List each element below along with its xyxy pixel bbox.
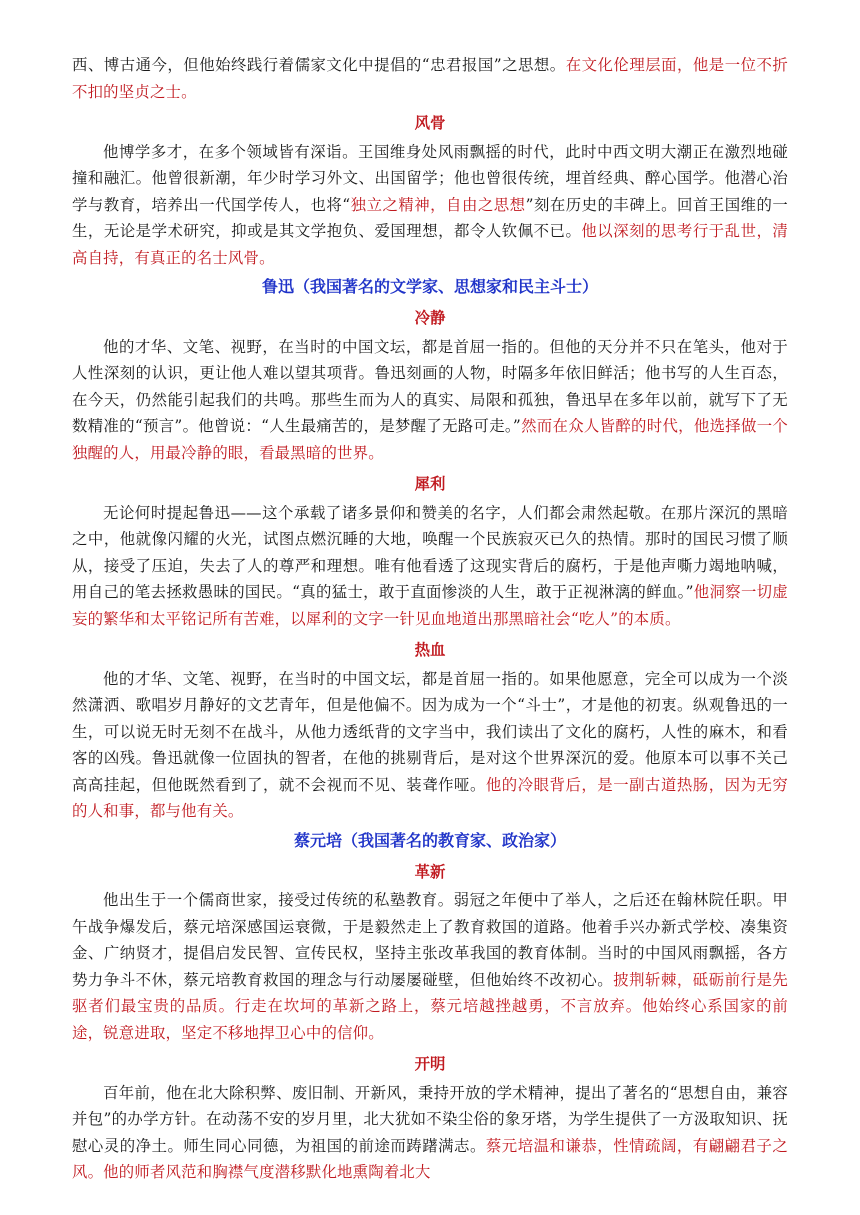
xili-highlight: 他洞察一切虚妄的繁华和太平铭记所有苦难，以犀利的文字一针见血地道出那黑暗社会“吃人”的本质。 [72,583,788,628]
subheading-rexue: 热血 [414,641,446,659]
heading-luxun: 鲁迅（我国著名的文学家、思想家和民主斗士） [261,277,598,296]
lengjing-text: 他的才华、文笔、视野，在当时的中国文坛，都是首屈一指的。但他的天分并不只在笔头，他对于人性深刻的认识，更让他人难以望其项背。鲁迅刻画的人物，时隔多年依旧鲜活；他书写的人生百态，在今天，仍然能引起我们的共鸣。那些生而为人的真实、局限和孤独，鲁迅早在多年以前，就写下了无数精准的“预言”。他曾说：“人生最痛苦的，是梦醒了无路可走。” [72,337,788,435]
xili-paragraph [72,500,788,633]
subheading-xili: 犀利 [414,475,446,493]
intro-text: 西、博古通今，但他始终践行着儒家文化中提倡的“忠君报国”之思想。 [72,56,566,74]
fenggu-paragraph [72,139,788,272]
rexue-text: 他的才华、文笔、视野，在当时的中国文坛，都是首屈一指的。如果他愿意，完全可以成为一个淡然潇洒、歌唱岁月静好的文艺青年，但是他偏不。因为成为一个“斗士”，才是他的初衷。纵观鲁迅的一生，可以说无时无刻不在战斗，从他力透纸背的文字当中，我们读出了文化的腐朽，人性的麻木，和看客的凶残。鲁迅就像一位固执的智者，在他的挑剔背后，是对这个世界深沉的爱。他原本可以事不关己高高挂起，但他既然看到了，就不会视而不见、装聋作哑。 [72,669,788,794]
gexin-paragraph [72,887,788,1046]
intro-highlight: 在文化伦理层面，他是一位不折不扣的坚贞之士。 [72,56,788,101]
kaiming-text: 百年前，他在北大除积弊、废旧制、开新风，秉持开放的学术精神，提出了著名的“思想自由，兼容并包”的办学方针。在动荡不安的岁月里，北大犹如不染尘俗的象牙塔，为学生提供了一方汲取知识、抚慰心灵的净土。师生同心同德，为祖国的前途而踌躇满志。 [72,1083,788,1155]
intro-paragraph [72,52,788,105]
subheading-gexin: 革新 [414,862,446,881]
gexin-highlight: 披荆斩棘，砥砺前行是先驱者们最宝贵的品质。行走在坎坷的革新之路上，蔡元培越挫越勇，不言放弃。他始终心系国家的前途，锐意进取，坚定不移地捍卫心中的信仰。 [72,970,788,1042]
rexue-highlight: 他的冷眼背后，是一副古道热肠，因为无穷的人和事，都与他有关。 [72,775,788,820]
kaiming-highlight: 蔡元培温和谦恭，性情疏阔，有翩翩君子之风。他的师者风范和胸襟气度潜移默化地熏陶着北大 [72,1136,788,1181]
subheading-kaiming: 开明 [414,1055,446,1073]
fenggu-text-2: ”刻在历史的丰碑上。回首王国维的一生，无论是学术研究，抑或是其文学抱负、爱国理想，都令人钦佩不已。 [72,195,789,240]
heading-caiyuanpei: 蔡元培（我国著名的教育家、政治家） [293,830,566,850]
lengjing-highlight: 然而在众人皆醉的时代，他选择做一个独醒的人，用最冷静的眼，看最黑暗的世界。 [72,417,788,462]
fenggu-text-1: 他博学多才，在多个领域皆有深诣。王国维身处风雨飘摇的时代，此时中西文明大潮正在激烈地碰撞和融汇。他曾很新潮，年少时学习外文、出国留学；他也曾很传统，埋首经典、醉心国学。他潜心治学与教育，培养出一代国学传人，也将“ [72,142,788,214]
kaiming-paragraph [72,1080,788,1186]
lengjing-paragraph [72,334,788,467]
document-page [72,52,788,1186]
xili-text: 无论何时提起鲁迅——这个承载了诸多景仰和赞美的名字，人们都会肃然起敬。在那片深沉的黑暗之中，他就像闪耀的火光，试图点燃沉睡的大地，唤醒一个民族寂灭已久的热情。那时的国民习惯了顺从，接受了压迫，失去了人的尊严和理想。唯有他看透了这现实背后的腐朽，于是他声嘶力竭地呐喊，用自己的笔去拯救愚昧的国民。“真的猛士，敢于直面惨淡的人生，敢于正视淋漓的鲜血。” [72,503,788,601]
subheading-fenggu: 风骨 [414,114,446,132]
gexin-text: 他出生于一个儒商世家，接受过传统的私塾教育。弱冠之年便中了举人，之后还在翰林院任职。甲午战争爆发后，蔡元培深感国运衰微，于是毅然走上了教育救国的道路。他着手兴办新式学校、凑集资金、广纳贤才，提倡启发民智、宣传民权，坚持主张改革我国的教育体制。当时的中国风雨飘摇，各方势力争斗不休，蔡元培教育救国的理念与行动屡屡碰壁，但他始终不改初心。 [72,891,788,989]
subheading-lengjing: 冷静 [414,309,446,327]
fenggu-highlight-2: 他以深刻的思考行于乱世，清高自持，有真正的名士风骨。 [72,222,788,267]
fenggu-highlight-1: 独立之精神，自由之思想 [350,195,526,214]
rexue-paragraph [72,666,788,825]
